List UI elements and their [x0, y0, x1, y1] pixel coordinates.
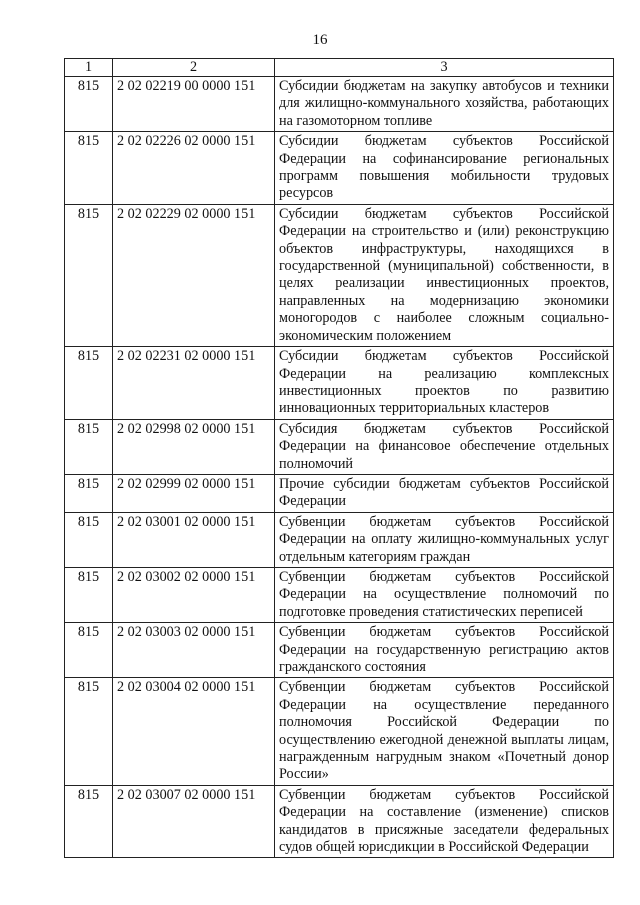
admin-code-cell: 815	[65, 567, 113, 622]
budget-code-cell: 2 02 02998 02 0000 151	[113, 419, 275, 474]
budget-classification-table	[64, 58, 614, 858]
admin-code-cell: 815	[65, 623, 113, 678]
revenue-name-cell: Субвенции бюджетам субъектов Российской Федерации на оплату жилищно-коммунальных услуг отдельным категориям граждан	[275, 512, 614, 567]
table-row	[65, 77, 614, 132]
admin-code-cell: 815	[65, 204, 113, 346]
budget-code-cell: 2 02 03007 02 0000 151	[113, 785, 275, 858]
budget-code-cell: 2 02 02229 02 0000 151	[113, 204, 275, 346]
admin-code-cell: 815	[65, 347, 113, 420]
revenue-name-cell: Субсидии бюджетам субъектов Российской Федерации на реализацию комплексных инвестиционных проектов по развитию инновационных территориальных кластеров	[275, 347, 614, 420]
revenue-name-cell: Субвенции бюджетам субъектов Российской Федерации на осуществление полномочий по подготовке проведения статистических переписей	[275, 567, 614, 622]
table-row	[65, 512, 614, 567]
revenue-name-cell: Субсидии бюджетам субъектов Российской Федерации на софинансирование региональных программ повышения мобильности трудовых ресурсов	[275, 132, 614, 205]
budget-code-cell: 2 02 02999 02 0000 151	[113, 474, 275, 512]
revenue-name-cell: Субсидии бюджетам субъектов Российской Федерации на строительство и (или) реконструкцию объектов инфраструктуры, находящихся в государственной (муниципальной) собственности, в целях реализации инвестиционных проектов, направленных на модернизацию экономики моногородов с наиболее сложным социально-экономическим положением	[275, 204, 614, 346]
column-header-2: 2	[113, 59, 275, 77]
admin-code-cell: 815	[65, 785, 113, 858]
column-header-3: 3	[275, 59, 614, 77]
table-row	[65, 419, 614, 474]
table-row	[65, 204, 614, 346]
budget-code-cell: 2 02 03001 02 0000 151	[113, 512, 275, 567]
admin-code-cell: 815	[65, 132, 113, 205]
admin-code-cell: 815	[65, 678, 113, 785]
table-row	[65, 132, 614, 205]
table-header-row	[65, 59, 614, 77]
revenue-name-cell: Субвенции бюджетам субъектов Российской Федерации на составление (изменение) списков кандидатов в присяжные заседатели федеральных судов общей юрисдикции в Российской Федерации	[275, 785, 614, 858]
budget-code-cell: 2 02 02231 02 0000 151	[113, 347, 275, 420]
column-header-1: 1	[65, 59, 113, 77]
admin-code-cell: 815	[65, 77, 113, 132]
table-row	[65, 623, 614, 678]
budget-code-cell: 2 02 02226 02 0000 151	[113, 132, 275, 205]
table-row	[65, 678, 614, 785]
budget-code-cell: 2 02 03003 02 0000 151	[113, 623, 275, 678]
table-row	[65, 785, 614, 858]
budget-code-cell: 2 02 02219 00 0000 151	[113, 77, 275, 132]
table-row	[65, 347, 614, 420]
table-row	[65, 567, 614, 622]
revenue-name-cell: Субсидии бюджетам на закупку автобусов и техники для жилищно-коммунального хозяйства, работающих на газомоторном топливе	[275, 77, 614, 132]
page-number: 16	[312, 32, 328, 48]
table-row	[65, 474, 614, 512]
revenue-name-cell: Субсидия бюджетам субъектов Российской Федерации на финансовое обеспечение отдельных полномочий	[275, 419, 614, 474]
revenue-name-cell: Субвенции бюджетам субъектов Российской Федерации на государственную регистрацию актов гражданского состояния	[275, 623, 614, 678]
admin-code-cell: 815	[65, 512, 113, 567]
revenue-name-cell: Прочие субсидии бюджетам субъектов Российской Федерации	[275, 474, 614, 512]
budget-code-cell: 2 02 03004 02 0000 151	[113, 678, 275, 785]
budget-code-cell: 2 02 03002 02 0000 151	[113, 567, 275, 622]
admin-code-cell: 815	[65, 474, 113, 512]
revenue-name-cell: Субвенции бюджетам субъектов Российской Федерации на осуществление переданного полномочия Российской Федерации по осуществлению ежегодной денежной выплаты лицам, награжденным нагрудным знаком «Почетный донор России»	[275, 678, 614, 785]
admin-code-cell: 815	[65, 419, 113, 474]
